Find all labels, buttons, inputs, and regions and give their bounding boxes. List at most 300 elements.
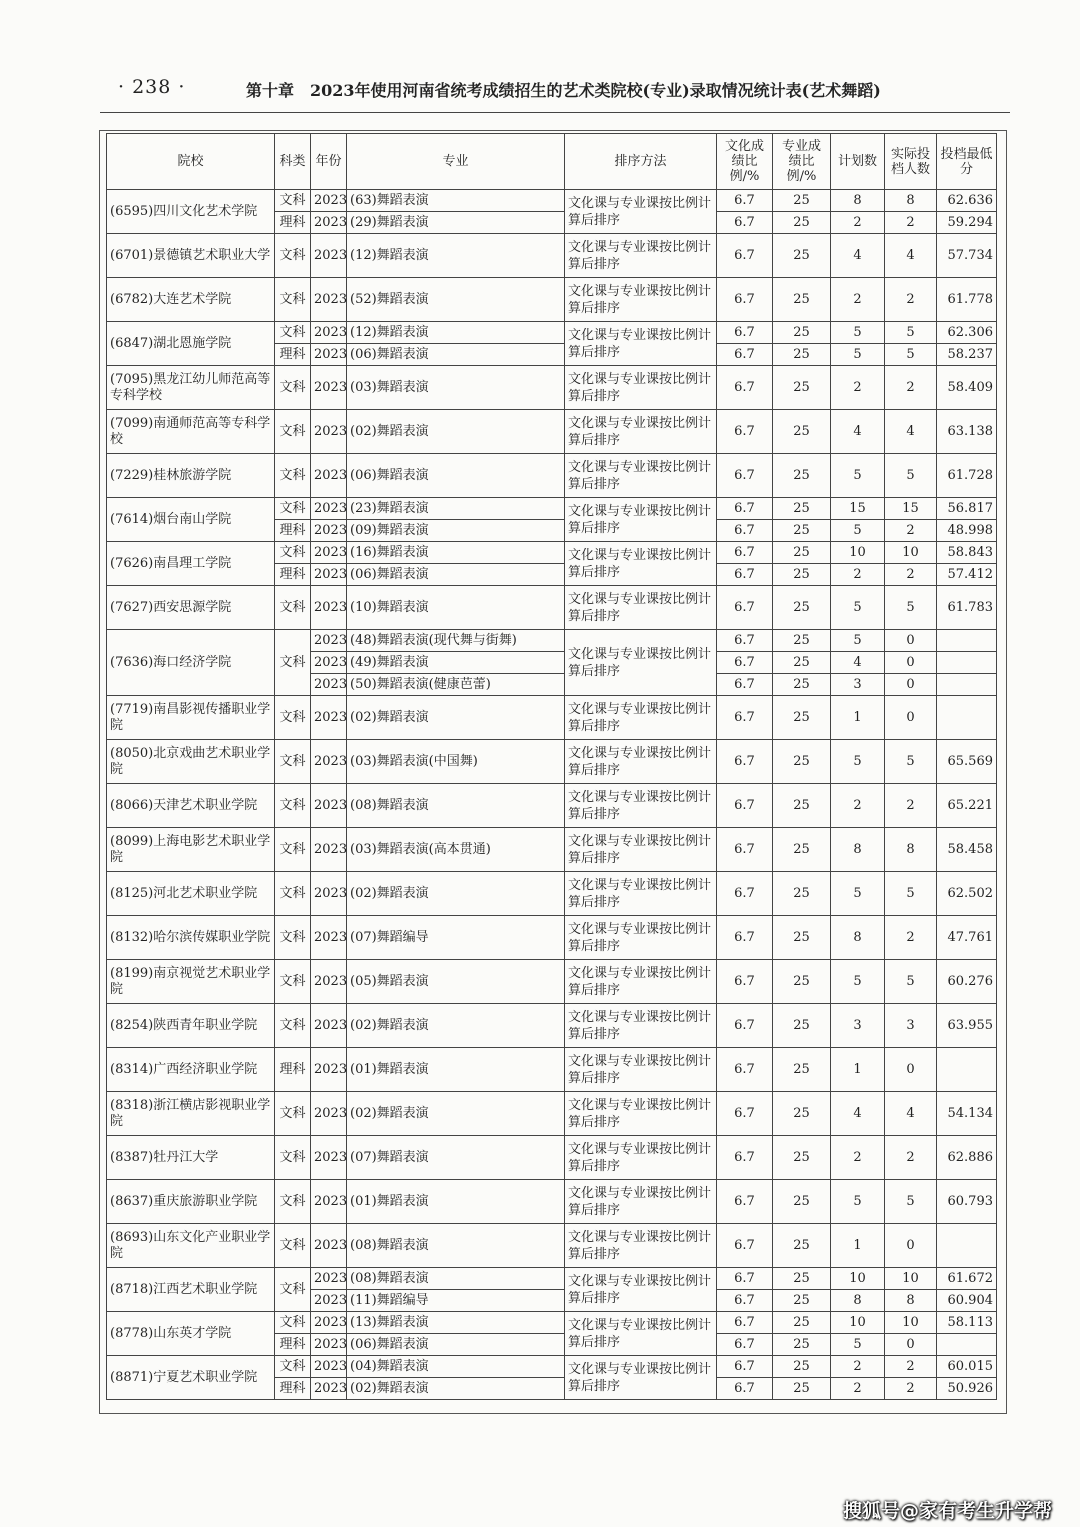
culture-ratio-cell: 6.7 bbox=[717, 674, 773, 696]
culture-ratio-cell: 6.7 bbox=[717, 1180, 773, 1224]
header-rule bbox=[100, 112, 1010, 113]
school-name-cell: (8693)山东文化产业职业学院 bbox=[107, 1224, 275, 1268]
plan-count-cell: 4 bbox=[831, 410, 885, 454]
culture-ratio-cell: 6.7 bbox=[717, 586, 773, 630]
major-cell: (12)舞蹈表演 bbox=[347, 234, 565, 278]
major-cell: (50)舞蹈表演(健康芭蕾) bbox=[347, 674, 565, 696]
year-cell: 2023 bbox=[311, 1224, 347, 1268]
min-score-cell: 61.778 bbox=[937, 278, 997, 322]
ranking-method-cell: 文化课与专业课按比例计算后排序 bbox=[565, 630, 717, 696]
major-cell: (07)舞蹈表演 bbox=[347, 1136, 565, 1180]
major-ratio-cell: 25 bbox=[773, 916, 831, 960]
major-ratio-cell: 25 bbox=[773, 542, 831, 564]
min-score-cell: 62.886 bbox=[937, 1136, 997, 1180]
year-cell: 2023 bbox=[311, 1312, 347, 1334]
actual-count-cell: 5 bbox=[885, 872, 937, 916]
culture-ratio-cell: 6.7 bbox=[717, 498, 773, 520]
major-ratio-cell: 25 bbox=[773, 872, 831, 916]
table-row bbox=[107, 542, 997, 564]
culture-ratio-cell: 6.7 bbox=[717, 1268, 773, 1290]
subject-type-cell: 文科 bbox=[275, 1004, 311, 1048]
plan-count-cell: 5 bbox=[831, 1180, 885, 1224]
table-row bbox=[107, 784, 997, 828]
actual-count-cell: 2 bbox=[885, 784, 937, 828]
year-cell: 2023 bbox=[311, 344, 347, 366]
plan-count-cell: 10 bbox=[831, 542, 885, 564]
col-header-year: 年份 bbox=[311, 134, 347, 190]
subject-type-cell: 文科 bbox=[275, 278, 311, 322]
school-name-cell: (7627)西安思源学院 bbox=[107, 586, 275, 630]
actual-count-cell: 5 bbox=[885, 740, 937, 784]
culture-ratio-cell: 6.7 bbox=[717, 652, 773, 674]
watermark: 搜狐号@家有考生升学帮 bbox=[842, 1500, 1052, 1522]
school-name-cell: (8637)重庆旅游职业学院 bbox=[107, 1180, 275, 1224]
major-ratio-cell: 25 bbox=[773, 1048, 831, 1092]
admissions-table bbox=[106, 133, 997, 1400]
plan-count-cell: 5 bbox=[831, 630, 885, 652]
school-name-cell: (7099)南通师范高等专科学校 bbox=[107, 410, 275, 454]
table-row bbox=[107, 1356, 997, 1378]
actual-count-cell: 0 bbox=[885, 674, 937, 696]
year-cell: 2023 bbox=[311, 1378, 347, 1400]
ranking-method-cell: 文化课与专业课按比例计算后排序 bbox=[565, 828, 717, 872]
major-ratio-cell: 25 bbox=[773, 1356, 831, 1378]
culture-ratio-cell: 6.7 bbox=[717, 784, 773, 828]
min-score-cell bbox=[937, 674, 997, 696]
school-name-cell: (8387)牡丹江大学 bbox=[107, 1136, 275, 1180]
year-cell: 2023 bbox=[311, 1004, 347, 1048]
major-cell: (12)舞蹈表演 bbox=[347, 322, 565, 344]
plan-count-cell: 5 bbox=[831, 1334, 885, 1356]
subject-type-cell: 文科 bbox=[275, 696, 311, 740]
plan-count-cell: 5 bbox=[831, 344, 885, 366]
major-ratio-cell: 25 bbox=[773, 278, 831, 322]
major-ratio-cell: 25 bbox=[773, 1268, 831, 1290]
school-name-cell: (7719)南昌影视传播职业学院 bbox=[107, 696, 275, 740]
ranking-method-cell: 文化课与专业课按比例计算后排序 bbox=[565, 498, 717, 542]
table-row bbox=[107, 278, 997, 322]
major-ratio-cell: 25 bbox=[773, 586, 831, 630]
subject-type-cell: 文科 bbox=[275, 190, 311, 212]
school-name-cell: (6847)湖北恩施学院 bbox=[107, 322, 275, 366]
plan-count-cell: 3 bbox=[831, 1004, 885, 1048]
culture-ratio-cell: 6.7 bbox=[717, 1356, 773, 1378]
subject-type-cell: 文科 bbox=[275, 1092, 311, 1136]
plan-count-cell: 3 bbox=[831, 674, 885, 696]
min-score-cell: 61.728 bbox=[937, 454, 997, 498]
ranking-method-cell: 文化课与专业课按比例计算后排序 bbox=[565, 1224, 717, 1268]
major-cell: (49)舞蹈表演 bbox=[347, 652, 565, 674]
table-row bbox=[107, 366, 997, 410]
year-cell: 2023 bbox=[311, 498, 347, 520]
major-ratio-cell: 25 bbox=[773, 190, 831, 212]
min-score-cell: 60.015 bbox=[937, 1356, 997, 1378]
subject-type-cell: 文科 bbox=[275, 586, 311, 630]
min-score-cell: 62.502 bbox=[937, 872, 997, 916]
year-cell: 2023 bbox=[311, 454, 347, 498]
year-cell: 2023 bbox=[311, 564, 347, 586]
major-ratio-cell: 25 bbox=[773, 674, 831, 696]
culture-ratio-cell: 6.7 bbox=[717, 828, 773, 872]
actual-count-cell: 2 bbox=[885, 564, 937, 586]
culture-ratio-cell: 6.7 bbox=[717, 234, 773, 278]
actual-count-cell: 2 bbox=[885, 1356, 937, 1378]
major-ratio-cell: 25 bbox=[773, 498, 831, 520]
plan-count-cell: 5 bbox=[831, 454, 885, 498]
school-name-cell: (8318)浙江横店影视职业学院 bbox=[107, 1092, 275, 1136]
culture-ratio-cell: 6.7 bbox=[717, 520, 773, 542]
major-cell: (06)舞蹈表演 bbox=[347, 564, 565, 586]
min-score-cell: 65.221 bbox=[937, 784, 997, 828]
major-cell: (03)舞蹈表演 bbox=[347, 366, 565, 410]
ranking-method-cell: 文化课与专业课按比例计算后排序 bbox=[565, 190, 717, 234]
major-cell: (01)舞蹈表演 bbox=[347, 1048, 565, 1092]
actual-count-cell: 5 bbox=[885, 1180, 937, 1224]
actual-count-cell: 0 bbox=[885, 652, 937, 674]
subject-type-cell: 文科 bbox=[275, 410, 311, 454]
col-header-actual: 实际投档人数 bbox=[885, 134, 937, 190]
actual-count-cell: 10 bbox=[885, 1312, 937, 1334]
min-score-cell bbox=[937, 1224, 997, 1268]
major-cell: (06)舞蹈表演 bbox=[347, 454, 565, 498]
table-row bbox=[107, 322, 997, 344]
plan-count-cell: 2 bbox=[831, 366, 885, 410]
school-name-cell: (7636)海口经济学院 bbox=[107, 630, 275, 696]
actual-count-cell: 2 bbox=[885, 1378, 937, 1400]
major-cell: (05)舞蹈表演 bbox=[347, 960, 565, 1004]
min-score-cell bbox=[937, 696, 997, 740]
year-cell: 2023 bbox=[311, 1180, 347, 1224]
actual-count-cell: 4 bbox=[885, 410, 937, 454]
major-ratio-cell: 25 bbox=[773, 454, 831, 498]
table-header-row bbox=[107, 134, 997, 190]
ranking-method-cell: 文化课与专业课按比例计算后排序 bbox=[565, 1180, 717, 1224]
major-cell: (07)舞蹈编导 bbox=[347, 916, 565, 960]
plan-count-cell: 10 bbox=[831, 1268, 885, 1290]
plan-count-cell: 2 bbox=[831, 1378, 885, 1400]
subject-type-cell: 文科 bbox=[275, 234, 311, 278]
ranking-method-cell: 文化课与专业课按比例计算后排序 bbox=[565, 872, 717, 916]
major-ratio-cell: 25 bbox=[773, 740, 831, 784]
major-ratio-cell: 25 bbox=[773, 1136, 831, 1180]
subject-type-cell: 理科 bbox=[275, 212, 311, 234]
table-row bbox=[107, 740, 997, 784]
subject-type-cell: 文科 bbox=[275, 542, 311, 564]
culture-ratio-cell: 6.7 bbox=[717, 344, 773, 366]
culture-ratio-cell: 6.7 bbox=[717, 542, 773, 564]
min-score-cell: 63.955 bbox=[937, 1004, 997, 1048]
ranking-method-cell: 文化课与专业课按比例计算后排序 bbox=[565, 1356, 717, 1400]
actual-count-cell: 4 bbox=[885, 1092, 937, 1136]
table-row bbox=[107, 960, 997, 1004]
year-cell: 2023 bbox=[311, 1334, 347, 1356]
plan-count-cell: 2 bbox=[831, 1356, 885, 1378]
school-name-cell: (8050)北京戏曲艺术职业学院 bbox=[107, 740, 275, 784]
plan-count-cell: 5 bbox=[831, 520, 885, 542]
ranking-method-cell: 文化课与专业课按比例计算后排序 bbox=[565, 586, 717, 630]
min-score-cell bbox=[937, 652, 997, 674]
culture-ratio-cell: 6.7 bbox=[717, 1092, 773, 1136]
subject-type-cell: 文科 bbox=[275, 1312, 311, 1334]
col-header-major-ratio: 专业成绩比例/% bbox=[773, 134, 831, 190]
school-name-cell: (6701)景德镇艺术职业大学 bbox=[107, 234, 275, 278]
col-header-major: 专业 bbox=[347, 134, 565, 190]
major-ratio-cell: 25 bbox=[773, 564, 831, 586]
min-score-cell: 61.783 bbox=[937, 586, 997, 630]
page-header bbox=[118, 76, 1008, 106]
ranking-method-cell: 文化课与专业课按比例计算后排序 bbox=[565, 322, 717, 366]
major-cell: (11)舞蹈编导 bbox=[347, 1290, 565, 1312]
subject-type-cell: 文科 bbox=[275, 872, 311, 916]
school-name-cell: (8099)上海电影艺术职业学院 bbox=[107, 828, 275, 872]
plan-count-cell: 4 bbox=[831, 652, 885, 674]
major-ratio-cell: 25 bbox=[773, 212, 831, 234]
subject-type-cell: 文科 bbox=[275, 740, 311, 784]
year-cell: 2023 bbox=[311, 586, 347, 630]
culture-ratio-cell: 6.7 bbox=[717, 740, 773, 784]
plan-count-cell: 1 bbox=[831, 1048, 885, 1092]
school-name-cell: (8132)哈尔滨传媒职业学院 bbox=[107, 916, 275, 960]
min-score-cell bbox=[937, 1048, 997, 1092]
ranking-method-cell: 文化课与专业课按比例计算后排序 bbox=[565, 1004, 717, 1048]
min-score-cell: 56.817 bbox=[937, 498, 997, 520]
table-row bbox=[107, 190, 997, 212]
table-row bbox=[107, 1180, 997, 1224]
year-cell: 2023 bbox=[311, 1356, 347, 1378]
major-ratio-cell: 25 bbox=[773, 1092, 831, 1136]
table-row bbox=[107, 696, 997, 740]
subject-type-cell: 文科 bbox=[275, 784, 311, 828]
min-score-cell: 48.998 bbox=[937, 520, 997, 542]
plan-count-cell: 4 bbox=[831, 234, 885, 278]
col-header-type: 科类 bbox=[275, 134, 311, 190]
school-name-cell: (6595)四川文化艺术学院 bbox=[107, 190, 275, 234]
plan-count-cell: 5 bbox=[831, 872, 885, 916]
min-score-cell: 47.761 bbox=[937, 916, 997, 960]
table-row bbox=[107, 1224, 997, 1268]
ranking-method-cell: 文化课与专业课按比例计算后排序 bbox=[565, 234, 717, 278]
plan-count-cell: 5 bbox=[831, 960, 885, 1004]
year-cell: 2023 bbox=[311, 872, 347, 916]
year-cell: 2023 bbox=[311, 366, 347, 410]
min-score-cell: 62.306 bbox=[937, 322, 997, 344]
year-cell: 2023 bbox=[311, 1048, 347, 1092]
major-cell: (02)舞蹈表演 bbox=[347, 410, 565, 454]
table-row bbox=[107, 1268, 997, 1290]
table-row bbox=[107, 586, 997, 630]
plan-count-cell: 5 bbox=[831, 740, 885, 784]
culture-ratio-cell: 6.7 bbox=[717, 212, 773, 234]
year-cell: 2023 bbox=[311, 828, 347, 872]
subject-type-cell: 文科 bbox=[275, 1268, 311, 1312]
ranking-method-cell: 文化课与专业课按比例计算后排序 bbox=[565, 1268, 717, 1312]
subject-type-cell: 文科 bbox=[275, 1136, 311, 1180]
table-row bbox=[107, 1312, 997, 1334]
min-score-cell: 60.793 bbox=[937, 1180, 997, 1224]
min-score-cell: 59.294 bbox=[937, 212, 997, 234]
school-name-cell: (6782)大连艺术学院 bbox=[107, 278, 275, 322]
actual-count-cell: 15 bbox=[885, 498, 937, 520]
subject-type-cell: 理科 bbox=[275, 520, 311, 542]
subject-type-cell: 文科 bbox=[275, 916, 311, 960]
ranking-method-cell: 文化课与专业课按比例计算后排序 bbox=[565, 1092, 717, 1136]
actual-count-cell: 3 bbox=[885, 1004, 937, 1048]
min-score-cell: 58.458 bbox=[937, 828, 997, 872]
col-header-culture-ratio: 文化成绩比例/% bbox=[717, 134, 773, 190]
actual-count-cell: 5 bbox=[885, 322, 937, 344]
culture-ratio-cell: 6.7 bbox=[717, 1136, 773, 1180]
actual-count-cell: 5 bbox=[885, 454, 937, 498]
culture-ratio-cell: 6.7 bbox=[717, 1004, 773, 1048]
major-ratio-cell: 25 bbox=[773, 322, 831, 344]
culture-ratio-cell: 6.7 bbox=[717, 454, 773, 498]
ranking-method-cell: 文化课与专业课按比例计算后排序 bbox=[565, 278, 717, 322]
major-cell: (03)舞蹈表演(中国舞) bbox=[347, 740, 565, 784]
table-body bbox=[107, 190, 997, 1400]
min-score-cell: 58.409 bbox=[937, 366, 997, 410]
actual-count-cell: 0 bbox=[885, 630, 937, 652]
plan-count-cell: 8 bbox=[831, 190, 885, 212]
major-cell: (01)舞蹈表演 bbox=[347, 1180, 565, 1224]
school-name-cell: (7229)桂林旅游学院 bbox=[107, 454, 275, 498]
subject-type-cell: 理科 bbox=[275, 344, 311, 366]
major-ratio-cell: 25 bbox=[773, 1290, 831, 1312]
plan-count-cell: 1 bbox=[831, 1224, 885, 1268]
culture-ratio-cell: 6.7 bbox=[717, 564, 773, 586]
culture-ratio-cell: 6.7 bbox=[717, 278, 773, 322]
min-score-cell: 58.843 bbox=[937, 542, 997, 564]
actual-count-cell: 2 bbox=[885, 366, 937, 410]
year-cell: 2023 bbox=[311, 960, 347, 1004]
plan-count-cell: 5 bbox=[831, 322, 885, 344]
plan-count-cell: 8 bbox=[831, 1290, 885, 1312]
actual-count-cell: 2 bbox=[885, 1136, 937, 1180]
culture-ratio-cell: 6.7 bbox=[717, 916, 773, 960]
subject-type-cell: 文科 bbox=[275, 1356, 311, 1378]
table-row bbox=[107, 916, 997, 960]
ranking-method-cell: 文化课与专业课按比例计算后排序 bbox=[565, 1312, 717, 1356]
actual-count-cell: 5 bbox=[885, 586, 937, 630]
actual-count-cell: 0 bbox=[885, 1334, 937, 1356]
year-cell: 2023 bbox=[311, 322, 347, 344]
major-cell: (02)舞蹈表演 bbox=[347, 1004, 565, 1048]
major-ratio-cell: 25 bbox=[773, 1004, 831, 1048]
major-cell: (02)舞蹈表演 bbox=[347, 1378, 565, 1400]
major-cell: (52)舞蹈表演 bbox=[347, 278, 565, 322]
ranking-method-cell: 文化课与专业课按比例计算后排序 bbox=[565, 784, 717, 828]
min-score-cell bbox=[937, 1334, 997, 1356]
year-cell: 2023 bbox=[311, 1268, 347, 1290]
school-name-cell: (8718)江西艺术职业学院 bbox=[107, 1268, 275, 1312]
school-name-cell: (8125)河北艺术职业学院 bbox=[107, 872, 275, 916]
actual-count-cell: 0 bbox=[885, 1224, 937, 1268]
culture-ratio-cell: 6.7 bbox=[717, 630, 773, 652]
min-score-cell: 62.636 bbox=[937, 190, 997, 212]
actual-count-cell: 10 bbox=[885, 1268, 937, 1290]
actual-count-cell: 8 bbox=[885, 828, 937, 872]
year-cell: 2023 bbox=[311, 542, 347, 564]
year-cell: 2023 bbox=[311, 278, 347, 322]
subject-type-cell: 理科 bbox=[275, 1378, 311, 1400]
culture-ratio-cell: 6.7 bbox=[717, 410, 773, 454]
plan-count-cell: 8 bbox=[831, 828, 885, 872]
major-ratio-cell: 25 bbox=[773, 410, 831, 454]
school-name-cell: (8314)广西经济职业学院 bbox=[107, 1048, 275, 1092]
actual-count-cell: 2 bbox=[885, 520, 937, 542]
culture-ratio-cell: 6.7 bbox=[717, 960, 773, 1004]
year-cell: 2023 bbox=[311, 784, 347, 828]
culture-ratio-cell: 6.7 bbox=[717, 1290, 773, 1312]
school-name-cell: (8199)南京视觉艺术职业学院 bbox=[107, 960, 275, 1004]
major-cell: (06)舞蹈表演 bbox=[347, 1334, 565, 1356]
min-score-cell: 60.904 bbox=[937, 1290, 997, 1312]
actual-count-cell: 2 bbox=[885, 278, 937, 322]
subject-type-cell: 文科 bbox=[275, 960, 311, 1004]
year-cell: 2023 bbox=[311, 1290, 347, 1312]
actual-count-cell: 4 bbox=[885, 234, 937, 278]
year-cell: 2023 bbox=[311, 630, 347, 652]
plan-count-cell: 2 bbox=[831, 784, 885, 828]
major-ratio-cell: 25 bbox=[773, 828, 831, 872]
culture-ratio-cell: 6.7 bbox=[717, 696, 773, 740]
ranking-method-cell: 文化课与专业课按比例计算后排序 bbox=[565, 1048, 717, 1092]
actual-count-cell: 5 bbox=[885, 960, 937, 1004]
major-ratio-cell: 25 bbox=[773, 960, 831, 1004]
subject-type-cell: 理科 bbox=[275, 1334, 311, 1356]
major-ratio-cell: 25 bbox=[773, 784, 831, 828]
min-score-cell: 61.672 bbox=[937, 1268, 997, 1290]
table-row bbox=[107, 410, 997, 454]
major-cell: (16)舞蹈表演 bbox=[347, 542, 565, 564]
major-ratio-cell: 25 bbox=[773, 520, 831, 542]
major-cell: (29)舞蹈表演 bbox=[347, 212, 565, 234]
school-name-cell: (7095)黑龙江幼儿师范高等专科学校 bbox=[107, 366, 275, 410]
col-header-plan: 计划数 bbox=[831, 134, 885, 190]
table-row bbox=[107, 1136, 997, 1180]
subject-type-cell: 理科 bbox=[275, 1048, 311, 1092]
major-ratio-cell: 25 bbox=[773, 234, 831, 278]
ranking-method-cell: 文化课与专业课按比例计算后排序 bbox=[565, 366, 717, 410]
min-score-cell: 65.569 bbox=[937, 740, 997, 784]
major-cell: (06)舞蹈表演 bbox=[347, 344, 565, 366]
culture-ratio-cell: 6.7 bbox=[717, 1334, 773, 1356]
year-cell: 2023 bbox=[311, 234, 347, 278]
major-ratio-cell: 25 bbox=[773, 1312, 831, 1334]
actual-count-cell: 0 bbox=[885, 696, 937, 740]
table-row bbox=[107, 630, 997, 652]
major-cell: (23)舞蹈表演 bbox=[347, 498, 565, 520]
major-ratio-cell: 25 bbox=[773, 1378, 831, 1400]
major-ratio-cell: 25 bbox=[773, 652, 831, 674]
culture-ratio-cell: 6.7 bbox=[717, 322, 773, 344]
plan-count-cell: 15 bbox=[831, 498, 885, 520]
ranking-method-cell: 文化课与专业课按比例计算后排序 bbox=[565, 696, 717, 740]
ranking-method-cell: 文化课与专业课按比例计算后排序 bbox=[565, 454, 717, 498]
major-ratio-cell: 25 bbox=[773, 1224, 831, 1268]
school-name-cell: (7626)南昌理工学院 bbox=[107, 542, 275, 586]
subject-type-cell: 文科 bbox=[275, 1224, 311, 1268]
plan-count-cell: 5 bbox=[831, 586, 885, 630]
plan-count-cell: 2 bbox=[831, 212, 885, 234]
ranking-method-cell: 文化课与专业课按比例计算后排序 bbox=[565, 960, 717, 1004]
min-score-cell: 57.412 bbox=[937, 564, 997, 586]
table-row bbox=[107, 1004, 997, 1048]
major-ratio-cell: 25 bbox=[773, 696, 831, 740]
culture-ratio-cell: 6.7 bbox=[717, 1378, 773, 1400]
year-cell: 2023 bbox=[311, 740, 347, 784]
culture-ratio-cell: 6.7 bbox=[717, 190, 773, 212]
plan-count-cell: 2 bbox=[831, 278, 885, 322]
